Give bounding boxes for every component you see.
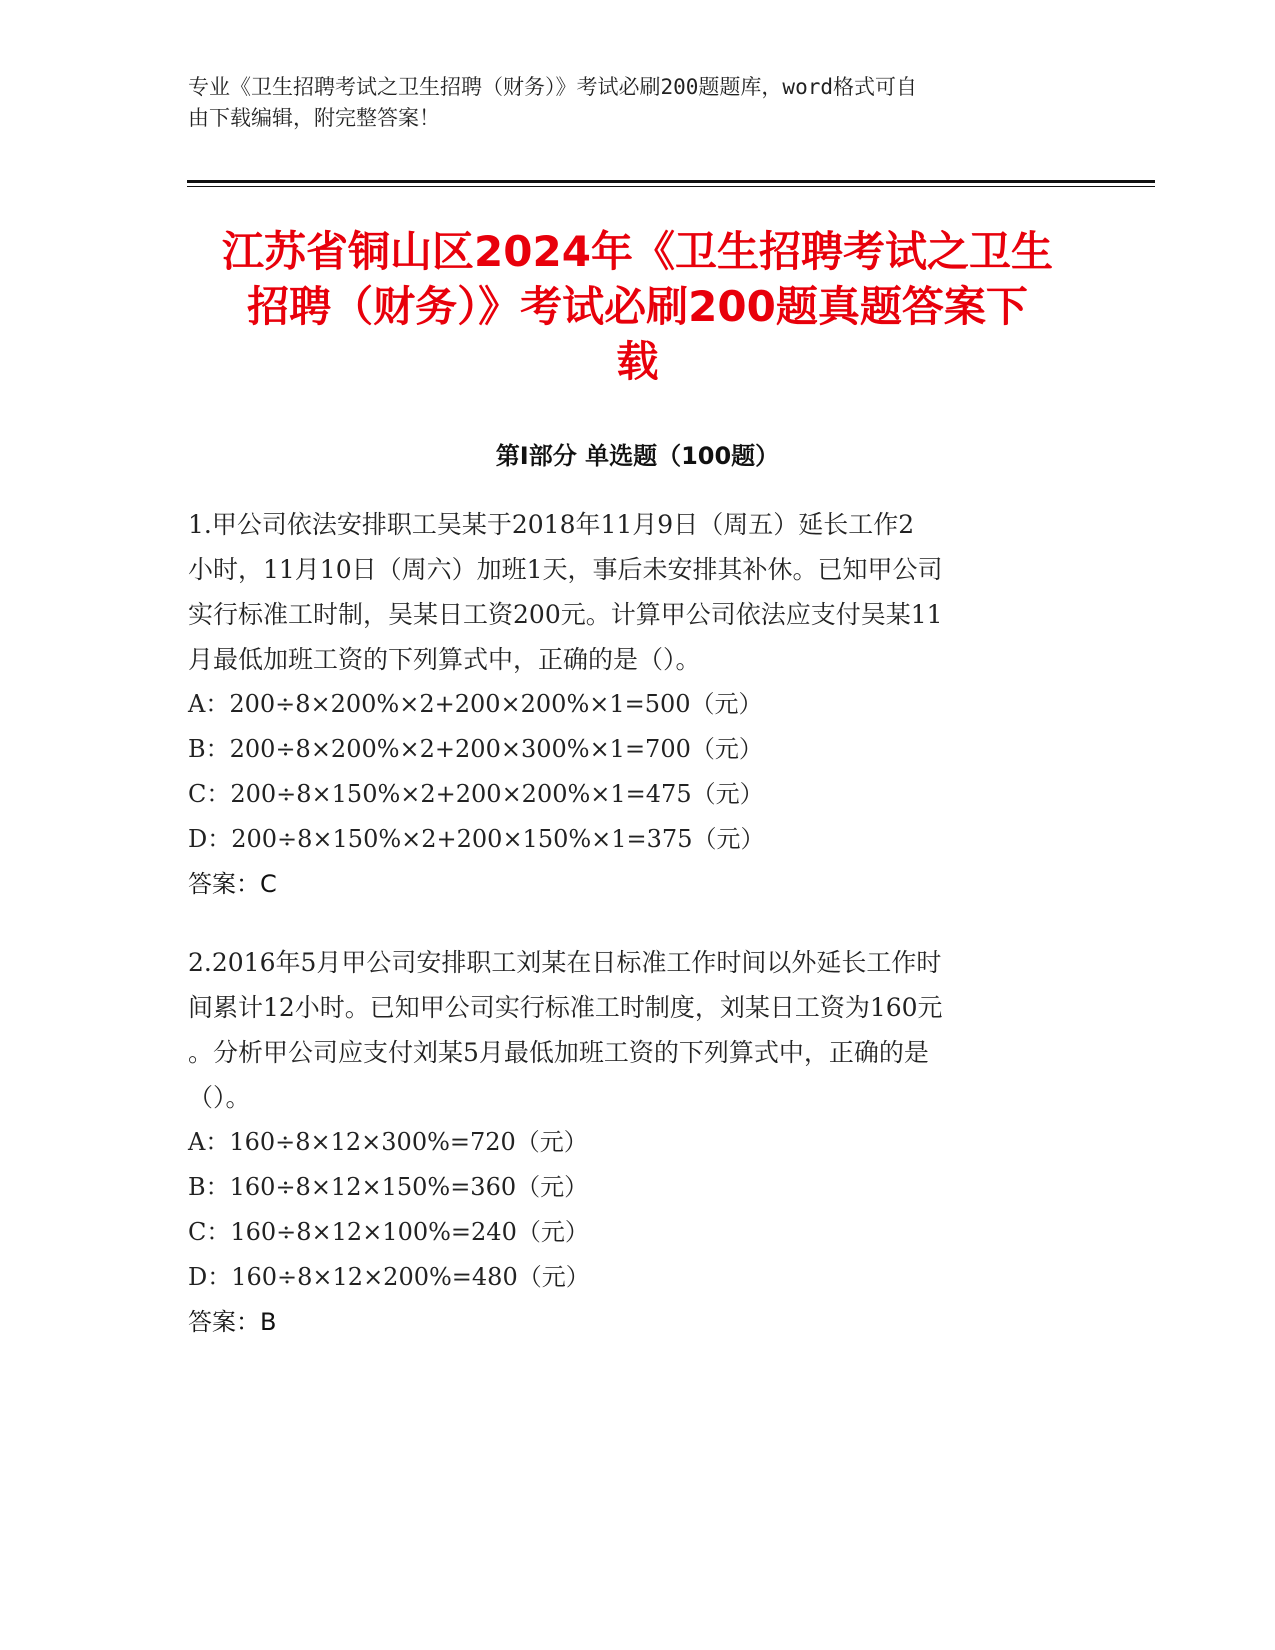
question-text-line: （）。 [188,1083,251,1112]
question-2 [188,940,1088,1345]
answer-line: 答案：B [188,1308,277,1336]
intro-line: 专业《卫生招聘考试之卫生招聘（财务）》考试必刷200题题库，word格式可自 [188,75,917,99]
question-text-line: 2.2016年5月甲公司安排职工刘某在日标准工作时间以外延长工作时 [188,948,942,977]
option-d: D：160÷8×12×200%=480（元） [188,1263,590,1291]
option-a: A：160÷8×12×300%=720（元） [188,1128,588,1156]
option-c: C：200÷8×150%×2+200×200%×1=475（元） [188,780,764,808]
header-rule-thin [187,186,1155,187]
question-text-line: 月最低加班工资的下列算式中，正确的是（）。 [188,645,701,674]
question-text-line: 间累计12小时。已知甲公司实行标准工时制度，刘某日工资为160元 [188,993,943,1022]
answer-line: 答案：C [188,870,277,898]
header-rule-thick [187,180,1155,183]
title-line: 招聘（财务）》考试必刷200题真题答案下 [247,282,1028,331]
option-c: C：160÷8×12×100%=240（元） [188,1218,589,1246]
option-d: D：200÷8×150%×2+200×150%×1=375（元） [188,825,765,853]
intro-text [188,72,1068,134]
question-1 [188,502,1088,907]
question-text-line: 。分析甲公司应支付刘某5月最低加班工资的下列算式中，正确的是 [188,1038,929,1067]
document-title [180,224,1095,389]
intro-line: 由下载编辑，附完整答案！ [188,106,440,130]
title-line: 江苏省铜山区2024年《卫生招聘考试之卫生 [222,227,1053,276]
option-b: B：160÷8×12×150%=360（元） [188,1173,589,1201]
question-text-line: 小时，11月10日（周六）加班1天，事后未安排其补休。已知甲公司 [188,555,943,584]
question-text-line: 1.甲公司依法安排职工吴某于2018年11月9日（周五）延长工作2 [188,510,915,539]
section-heading: 第Ⅰ部分 单选题（100题） [495,442,780,470]
title-line: 载 [616,337,659,386]
option-b: B：200÷8×200%×2+200×300%×1=700（元） [188,735,763,763]
question-text-line: 实行标准工时制，吴某日工资200元。计算甲公司依法应支付吴某11 [188,600,943,629]
option-a: A：200÷8×200%×2+200×200%×1=500（元） [188,690,763,718]
